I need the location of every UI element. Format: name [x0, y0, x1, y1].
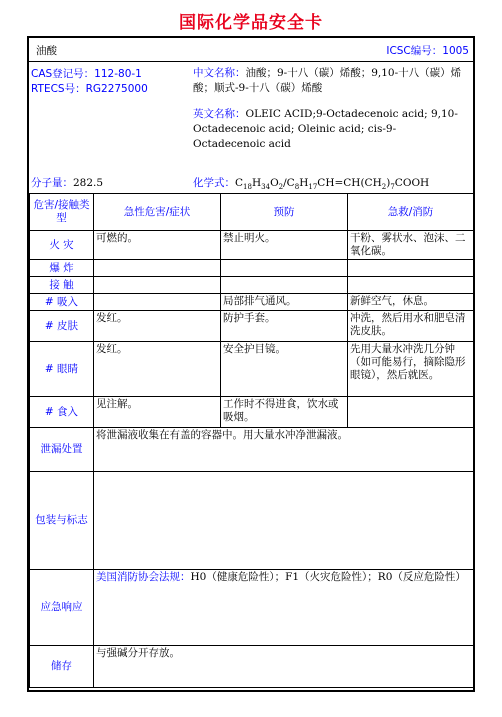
first-aid-cell: 冲洗，然后用水和肥皂清洗皮肤。 — [348, 311, 474, 342]
header-first-aid: 急救/消防 — [348, 194, 474, 231]
row-label: 包装与标志 — [30, 472, 94, 570]
card-title: 国际化学品安全卡 — [179, 13, 323, 33]
symptom-cell — [94, 277, 221, 294]
header-symptoms: 急性危害/症状 — [94, 194, 221, 231]
row-contact — [30, 277, 474, 294]
row-label: # 皮肤 — [30, 311, 94, 342]
row-packaging — [30, 472, 474, 570]
row-label: 应急响应 — [30, 570, 94, 646]
molecular-weight: 分子量：282.5 — [31, 177, 104, 189]
prevention-cell: 局部排气通风。 — [221, 294, 348, 311]
prevention-cell — [221, 260, 348, 277]
row-spill — [30, 428, 474, 472]
symptom-cell: 发红。 — [94, 342, 221, 397]
icsc-number: ICSC编号：1005 — [386, 45, 469, 57]
row-ingestion — [30, 397, 474, 428]
prevention-cell: 禁止明火。 — [221, 231, 348, 260]
first-aid-cell: 先用大量水冲洗几分钟（如可能易行，摘除隐形眼镜），然后就医。 — [348, 342, 474, 397]
rtecs-number: RTECS号：RG2275000 — [31, 83, 148, 95]
first-aid-cell — [348, 397, 474, 428]
prevention-cell — [221, 277, 348, 294]
packaging-text — [94, 472, 474, 570]
spill-text: 将泄漏液收集在有盖的容器中。用大量水冲净泄漏液。 — [94, 428, 474, 472]
card-header — [29, 38, 473, 62]
row-fire — [30, 231, 474, 260]
row-label: 火 灾 — [30, 231, 94, 260]
hazard-table — [29, 193, 474, 688]
row-inhalation — [30, 294, 474, 311]
first-aid-cell — [348, 260, 474, 277]
prevention-cell: 防护手套。 — [221, 311, 348, 342]
chinese-name: 中文名称：油酸；9-十八（碳）烯酸；9,10-十八（碳）烯酸；顺式-9-十八（碳）烯酸 — [193, 67, 462, 94]
first-aid-cell: 干粉、雾状水、泡沫、二氧化碳。 — [348, 231, 474, 260]
cas-number: CAS登记号：112-80-1 — [31, 68, 142, 80]
row-explosion — [30, 260, 474, 277]
first-aid-cell — [348, 277, 474, 294]
emergency-text: 美国消防协会法规：H0（健康危险性）；F1（火灾危险性）；R0（反应危险性） — [94, 570, 474, 646]
header-prevention: 预防 — [221, 194, 348, 231]
row-skin — [30, 311, 474, 342]
symptom-cell — [94, 294, 221, 311]
row-eyes — [30, 342, 474, 397]
header-hazard-type: 危害/接触类型 — [30, 194, 94, 231]
symptom-cell — [94, 260, 221, 277]
row-label: 爆 炸 — [30, 260, 94, 277]
safety-card — [27, 36, 475, 692]
row-label: # 眼睛 — [30, 342, 94, 397]
first-aid-cell: 新鲜空气，休息。 — [348, 294, 474, 311]
row-label: # 吸入 — [30, 294, 94, 311]
row-label: 泄漏处置 — [30, 428, 94, 472]
prevention-cell: 安全护目镜。 — [221, 342, 348, 397]
row-label: 储存 — [30, 646, 94, 688]
row-label: 接 触 — [30, 277, 94, 294]
symptom-cell: 可燃的。 — [94, 231, 221, 260]
row-label: # 食入 — [30, 397, 94, 428]
chemical-formula: 化学式：$C_{18}H_{34}O_2/C_8H_{17}CH=CH(CH_2)_7COOH$ — [193, 177, 430, 192]
symptom-cell: 见注解。 — [94, 397, 221, 428]
english-name: 英文名称：OLEIC ACID;9-Octadecenoic acid; 9,10-Octadecenoic acid; Oleinic acid; cis-9-Octadecenoic acid — [193, 108, 458, 150]
row-emergency — [30, 570, 474, 646]
chemical-name: 油酸 — [36, 45, 57, 57]
prevention-cell: 工作时不得进食，饮水或吸烟。 — [221, 397, 348, 428]
identification-section — [29, 61, 473, 193]
symptom-cell: 发红。 — [94, 311, 221, 342]
table-header-row — [30, 194, 474, 231]
row-storage — [30, 646, 474, 688]
storage-text: 与强碱分开存放。 — [94, 646, 474, 688]
